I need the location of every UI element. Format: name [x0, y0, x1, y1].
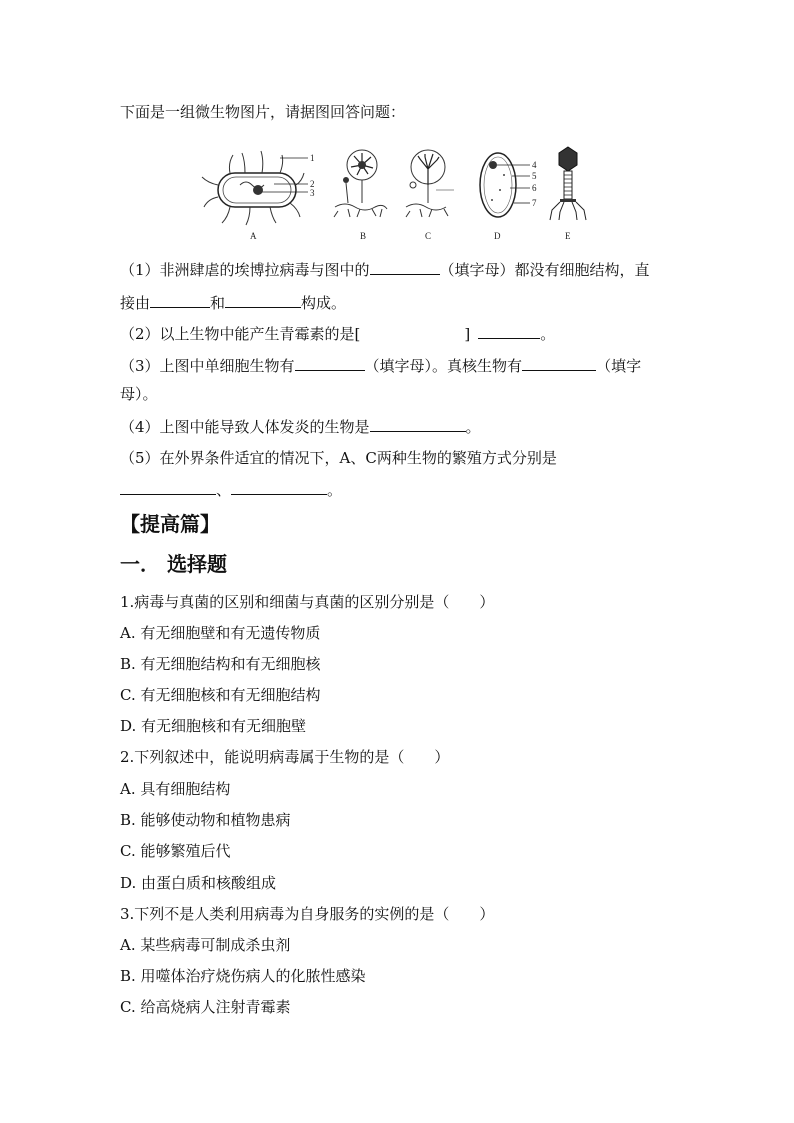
question-5: （5）在外界条件适宜的情况下，A、C两种生物的繁殖方式分别是: [120, 449, 557, 467]
figure-d-yeast: [480, 153, 537, 241]
figure-a-bacterium: [202, 151, 315, 241]
answer-blank[interactable]: [522, 355, 596, 371]
callout-label: 5: [532, 171, 537, 181]
callout-label: 4: [532, 160, 537, 170]
q2-text: （2）以上生物中能产生青霉素的是[: [120, 325, 361, 343]
q1-text: （1）非洲肆虐的埃博拉病毒与图中的: [120, 261, 370, 279]
panel-label-b: B: [360, 231, 367, 241]
answer-blank[interactable]: [370, 259, 440, 275]
question-4: [120, 416, 481, 437]
q1-text: （填字母）都没有细胞结构，直: [439, 261, 650, 279]
panel-label-c: C: [425, 231, 432, 241]
q1-text: 构成。: [301, 294, 347, 312]
q2-text: ]: [464, 325, 471, 343]
q1-text: 接由: [120, 294, 151, 312]
q3-text: （填字: [596, 357, 642, 375]
microorganism-figure: [200, 145, 600, 245]
figure-b-mold: [334, 150, 387, 241]
figure-e-bacteriophage: [550, 147, 586, 241]
intro-text: 下面是一组微生物图片，请据图回答问题：: [120, 103, 406, 121]
answer-blank[interactable]: [478, 323, 540, 339]
answer-blank[interactable]: [295, 355, 365, 371]
answer-blank[interactable]: [225, 292, 301, 308]
panel-label-d: D: [494, 231, 501, 241]
question-2: [120, 323, 555, 344]
q5-text: 。: [327, 481, 343, 499]
mc-option[interactable]: B. 有无细胞结构和有无细胞核: [120, 655, 321, 673]
callout-label: 1: [310, 153, 315, 163]
q2-text: 。: [540, 325, 556, 343]
mc-option[interactable]: B. 用噬体治疗烧伤病人的化脓性感染: [120, 967, 366, 985]
mc-question-1: 1.病毒与真菌的区别和细菌与真菌的区别分别是（ ）: [120, 593, 495, 611]
panel-label-e: E: [565, 231, 571, 241]
answer-blank[interactable]: [231, 479, 327, 495]
answer-blank[interactable]: [150, 292, 210, 308]
answer-blank[interactable]: [120, 479, 216, 495]
callout-label: 3: [310, 188, 315, 198]
q3-text: （3）上图中单细胞生物有: [120, 357, 295, 375]
callout-label: 6: [532, 183, 537, 193]
figure-c-penicillium: [406, 150, 454, 241]
mc-option[interactable]: C. 有无细胞核和有无细胞结构: [120, 686, 321, 704]
callout-label: 2: [310, 179, 315, 189]
panel-label-a: A: [250, 231, 257, 241]
answer-blank[interactable]: [370, 416, 466, 432]
question-1-cont: [120, 292, 346, 313]
mc-question-2: 2.下列叙述中，能说明病毒属于生物的是（ ）: [120, 748, 450, 766]
mc-option[interactable]: A. 某些病毒可制成杀虫剂: [120, 936, 291, 954]
question-3: [120, 355, 641, 376]
mc-option[interactable]: D. 由蛋白质和核酸组成: [120, 874, 277, 892]
mc-option[interactable]: A. 具有细胞结构: [120, 780, 231, 798]
callout-label: 7: [532, 198, 537, 208]
q4-text: （4）上图中能导致人体发炎的生物是: [120, 418, 370, 436]
q1-text: 和: [210, 294, 226, 312]
q3-text: （填字母）。真核生物有: [364, 357, 523, 375]
mc-option[interactable]: C. 给高烧病人注射青霉素: [120, 998, 291, 1016]
mc-option[interactable]: D. 有无细胞核和有无细胞壁: [120, 717, 307, 735]
section-title: 【提高篇】: [120, 512, 220, 536]
question-5-cont: [120, 479, 342, 500]
subsection-title: 一． 选择题: [120, 552, 227, 576]
mc-option[interactable]: B. 能够使动物和植物患病: [120, 811, 291, 829]
mc-option[interactable]: C. 能够繁殖后代: [120, 842, 231, 860]
q4-text: 。: [465, 418, 481, 436]
mc-option[interactable]: A. 有无细胞壁和有无遗传物质: [120, 624, 321, 642]
question-1: [120, 259, 650, 280]
mc-question-3: 3.下列不是人类利用病毒为自身服务的实例的是（ ）: [120, 905, 495, 923]
question-3-cont: 母）。: [120, 385, 158, 403]
q5-text: 、: [216, 481, 232, 499]
